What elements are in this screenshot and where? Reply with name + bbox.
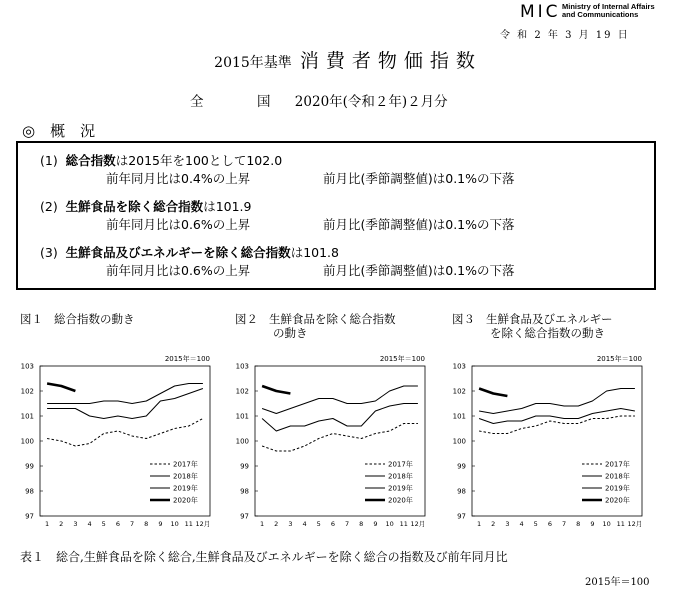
x-tick-label: 6 [330,520,335,528]
series-line-2020年 [47,384,75,392]
y-tick-label: 98 [240,487,249,496]
legend-label: 2018年 [605,472,630,481]
x-tick-label: 6 [547,520,552,528]
subtitle-period: 2020年(令和２年)２月分 [294,94,448,110]
x-tick-label: 11 [616,520,625,528]
y-tick-label: 98 [25,487,34,496]
y-tick-label: 100 [452,437,466,446]
summary-item-3-yoy: 前年同月比は0.6%の上昇 [106,263,251,278]
series-line-2017年 [47,419,203,447]
mic-logo: MIC [520,2,561,22]
figure-2-caption [235,312,395,340]
figure-3-caption [452,312,612,340]
x-tick-label: 10 [602,520,611,528]
summary-item-number: (3) [40,245,58,260]
chart-frame [472,366,642,516]
figure-title-line2: の動き [273,326,308,340]
x-tick-label: 2 [59,520,64,528]
summary-item-3-mom: 前月比(季節調整値)は0.1%の下落 [323,263,515,278]
x-tick-label: 11 [399,520,408,528]
x-tick-label: 7 [562,520,567,528]
y-tick-label: 103 [235,362,249,371]
table-1-caption: 表１ 総合,生鮮食品を除く総合,生鮮食品及びエネルギーを除く総合の指数及び前年同月比 [20,550,508,564]
figure-label: 図１ [20,312,43,326]
x-tick-label: 1 [45,520,50,528]
overview-heading: ◎ 概 況 [22,122,96,140]
x-tick-label: 3 [505,520,510,528]
y-tick-label: 101 [235,412,249,421]
x-tick-label: 1 [260,520,265,528]
page-title [0,46,696,73]
y-tick-label: 97 [240,512,249,521]
y-tick-label: 101 [20,412,34,421]
summary-item-index: は101.8 [290,245,339,260]
summary-item-1-yoy: 前年同月比は0.4%の上昇 [106,171,251,186]
x-tick-label: 9 [158,520,163,528]
ministry-name [562,3,655,19]
x-tick-label: 4 [87,520,92,528]
figure-title: 総合指数の動き [53,312,135,326]
x-tick-label: 4 [302,520,307,528]
x-tick-label: 5 [101,520,106,528]
figure-title: 生鮮食品を除く総合指数 [268,312,396,326]
summary-box [16,141,656,290]
x-tick-label: 7 [345,520,350,528]
series-line-2020年 [479,389,507,397]
y-tick-label: 98 [457,487,466,496]
chart-cpi-excl-fresh-food [225,352,435,530]
summary-item-number: (1) [40,153,58,168]
series-line-2018年 [479,409,635,424]
y-tick-label: 102 [235,387,249,396]
release-date: 令 和 2 年 3 月 19 日 [500,30,630,41]
x-tick-label: 5 [533,520,538,528]
x-tick-label: 3 [73,520,78,528]
x-tick-label: 8 [576,520,581,528]
summary-item-1-mom: 前月比(季節調整値)は0.1%の下落 [323,171,515,186]
x-tick-label: 6 [115,520,120,528]
series-line-2020年 [262,386,290,394]
ministry-name-line2: and Communications [562,10,639,19]
table-base-note: 2015年＝100 [585,577,650,588]
y-tick-label: 99 [240,462,249,471]
series-line-2019年 [47,384,203,404]
summary-item-1 [40,151,282,169]
legend-label: 2019年 [173,484,198,493]
legend-label: 2020年 [605,496,630,505]
series-line-2019年 [262,386,418,414]
chart-cpi-all-items [10,352,220,530]
x-tick-label: 5 [316,520,321,528]
legend-label: 2017年 [605,460,630,469]
summary-item-label: 総合指数 [65,153,116,168]
summary-item-2-mom: 前月比(季節調整値)は0.1%の下落 [323,217,515,232]
figure-label: 図３ [452,312,475,326]
title-base-year: 2015年基準 [214,55,292,71]
x-tick-label: 10 [170,520,179,528]
y-tick-label: 103 [452,362,466,371]
x-tick-label: 12月 [627,520,643,528]
legend-label: 2020年 [388,496,413,505]
ministry-name-line1: Ministry of Internal Affairs [562,2,655,11]
y-tick-label: 101 [452,412,466,421]
figure-title-line2: を除く総合指数の動き [490,326,605,340]
x-tick-label: 2 [491,520,496,528]
series-line-2017年 [479,416,635,434]
summary-item-2 [40,197,251,215]
x-tick-label: 1 [477,520,482,528]
x-tick-label: 7 [130,520,135,528]
legend-label: 2020年 [173,496,198,505]
title-main: 消費者物価指数 [299,50,482,72]
y-tick-label: 99 [457,462,466,471]
y-tick-label: 100 [20,437,34,446]
series-line-2018年 [262,404,418,432]
summary-item-2-yoy: 前年同月比は0.6%の上昇 [106,217,251,232]
summary-item-number: (2) [40,199,58,214]
subtitle-region: 全 国 [190,94,291,110]
chart-base-note: 2015年＝100 [164,355,210,363]
x-tick-label: 12月 [195,520,211,528]
summary-item-3 [40,243,339,261]
y-tick-label: 97 [25,512,34,521]
x-tick-label: 2 [274,520,279,528]
figure-title: 生鮮食品及びエネルギー [485,312,613,326]
legend-label: 2017年 [388,460,413,469]
x-tick-label: 11 [184,520,193,528]
legend-label: 2018年 [388,472,413,481]
y-tick-label: 99 [25,462,34,471]
x-tick-label: 9 [590,520,595,528]
x-tick-label: 12月 [410,520,426,528]
summary-item-label: 生鮮食品を除く総合指数 [65,199,204,214]
y-tick-label: 103 [20,362,34,371]
page-subtitle [190,90,448,110]
legend-label: 2019年 [388,484,413,493]
legend-label: 2017年 [173,460,198,469]
y-tick-label: 102 [20,387,34,396]
x-tick-label: 4 [519,520,524,528]
x-tick-label: 3 [288,520,293,528]
x-tick-label: 10 [385,520,394,528]
y-tick-label: 100 [235,437,249,446]
figure-1-caption [20,312,134,326]
legend-label: 2019年 [605,484,630,493]
x-tick-label: 8 [144,520,149,528]
summary-item-index: は2015年を100として102.0 [115,153,283,168]
x-tick-label: 9 [373,520,378,528]
x-tick-label: 8 [359,520,364,528]
figure-label: 図２ [235,312,258,326]
summary-item-label: 生鮮食品及びエネルギーを除く総合指数 [65,245,291,260]
summary-item-index: は101.9 [203,199,252,214]
y-tick-label: 102 [452,387,466,396]
chart-frame [255,366,425,516]
chart-cpi-excl-food-energy [442,352,652,530]
y-tick-label: 97 [457,512,466,521]
chart-base-note: 2015年＝100 [379,355,425,363]
legend-label: 2018年 [173,472,198,481]
chart-base-note: 2015年＝100 [596,355,642,363]
